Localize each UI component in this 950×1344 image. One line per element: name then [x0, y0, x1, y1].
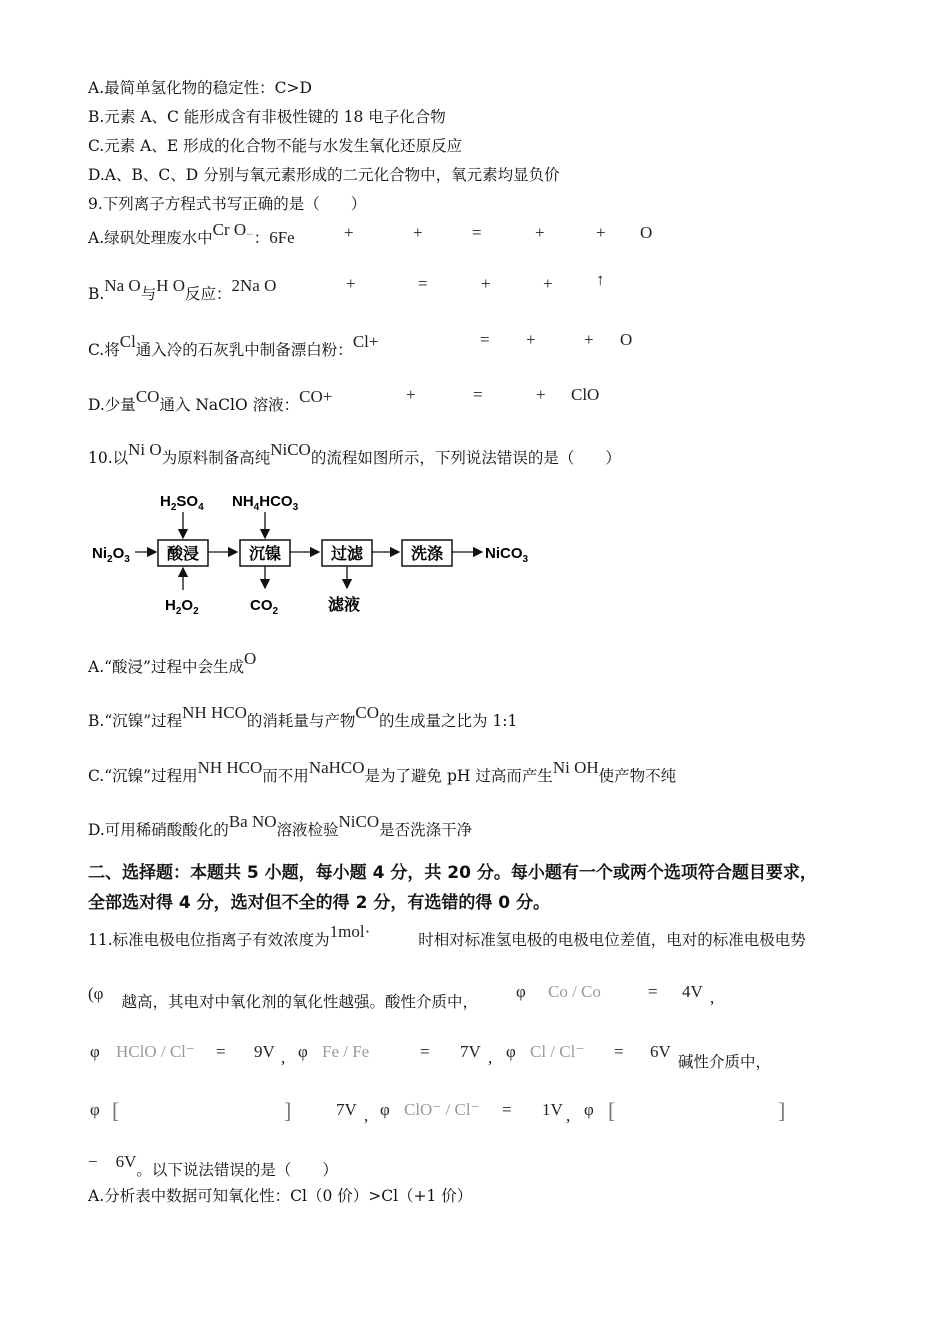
start-ni2o3-label: $Ni_2O_3$ — [92, 545, 130, 565]
formula-fragment: = — [648, 982, 658, 1001]
q11-stem-line5 — [88, 1152, 488, 1180]
q11-stem-line1 — [88, 922, 806, 950]
input-h2so4-label: $H_2SO_4$ — [160, 493, 204, 513]
q10-c-text: C.“沉镍”过程用 — [88, 767, 198, 785]
q8-option-a: A.最简单氢化物的稳定性：C>D — [88, 79, 312, 97]
q9-c-mid: 通入冷的石灰乳中制备漂白粉： — [135, 341, 353, 359]
input-nh4hco3-label: $NH_4HCO_3$ — [232, 493, 299, 513]
formula-fragment: ClO — [571, 385, 600, 404]
formula-fragment: Cl — [119, 332, 136, 351]
output-co2-label: $CO_2$ — [250, 597, 279, 617]
formula-fragment: CO — [355, 703, 380, 722]
q10-option-c — [88, 758, 677, 786]
formula-fragment: φ — [380, 1100, 390, 1119]
q10-option-d — [88, 812, 473, 840]
formula-fragment: + — [406, 385, 416, 404]
formula-fragment: Ni O — [128, 440, 162, 459]
formula-fragment: − — [88, 1152, 98, 1171]
formula-fragment: , — [488, 1048, 493, 1067]
q10-stem-prefix: 10.以 — [88, 449, 129, 467]
formula-fragment: Ba NO — [228, 812, 277, 831]
q9-b-prefix: B. — [88, 285, 105, 303]
formula-fragment: ↑ — [596, 270, 605, 289]
formula-fragment: = — [614, 1042, 624, 1061]
q9-option-a — [88, 220, 688, 248]
q11-line2-text: 越高，其电对中氧化剂的氧化性越强。酸性介质中， — [121, 993, 478, 1011]
step-label-nickel-precip: 沉镍 — [248, 544, 282, 563]
q11-line3-text: 碱性介质中， — [678, 1053, 772, 1071]
formula-fragment: ] — [284, 1098, 292, 1123]
formula-fragment: + — [543, 274, 553, 293]
formula-fragment: ClO⁻ / Cl⁻ — [404, 1100, 480, 1119]
formula-fragment: O — [640, 223, 653, 242]
formula-fragment: φ — [90, 1042, 100, 1061]
formula-fragment: NH HCO — [182, 703, 247, 722]
q8-option-c: C.元素 A、E 形成的化合物不能与水发生氧化还原反应 — [88, 137, 463, 155]
formula-fragment: = — [502, 1100, 512, 1119]
formula-fragment: φ — [506, 1042, 516, 1061]
formula-fragment: 6Fe — [269, 228, 295, 247]
formula-fragment: 4V — [682, 982, 703, 1001]
formula-fragment: , — [364, 1106, 369, 1125]
formula-fragment: 2Na O — [231, 276, 277, 295]
formula-fragment: 7V — [460, 1042, 481, 1061]
formula-fragment: + — [368, 332, 379, 351]
q10-stem — [88, 440, 621, 468]
process-flow-diagram — [90, 488, 550, 618]
formula-fragment: H O — [156, 276, 186, 295]
formula-fragment: , — [710, 988, 715, 1007]
q10-c-mid2: 是为了避免 pH 过高而产生 — [364, 767, 553, 785]
q10-b-mid: 的消耗量与产物 — [246, 712, 356, 730]
q8-option-d: D.A、B、C、D 分别与氧元素形成的二元化合物中，氧元素均显负价 — [88, 166, 560, 184]
formula-fragment: + — [596, 223, 606, 242]
q10-d-text: D.可用稀硝酸酸化的 — [88, 821, 229, 839]
formula-fragment: Cl — [352, 332, 369, 351]
input-h2o2-label: $H_2O_2$ — [165, 597, 199, 617]
formula-fragment: Co / Co — [548, 982, 601, 1001]
q10-stem-mid: 为原料制备高纯 — [161, 449, 271, 467]
formula-fragment: = — [216, 1042, 226, 1061]
q10-b-text: B.“沉镍”过程 — [88, 712, 183, 730]
q10-c-mid1: 而不用 — [262, 767, 309, 785]
formula-fragment: NaHCO — [308, 758, 365, 777]
q11-stem-suffix: 时相对标准氢电极的电极电位差值，电对的标准电极电势 — [418, 931, 806, 949]
q9-d-prefix: D.少量 — [88, 396, 136, 414]
output-filtrate-label: 滤液 — [328, 595, 361, 614]
formula-fragment: φ — [298, 1042, 308, 1061]
formula-fragment: = — [480, 330, 490, 349]
formula-fragment: O — [243, 649, 257, 668]
formula-fragment: NH HCO — [197, 758, 263, 777]
q9-option-d — [88, 385, 688, 415]
formula-fragment: + — [344, 223, 354, 242]
formula-fragment: 1V — [542, 1100, 563, 1119]
formula-fragment: 9V — [254, 1042, 275, 1061]
q9-a-prefix: A.绿矾处理废水中 — [88, 229, 213, 247]
formula-fragment: ] — [778, 1098, 786, 1123]
formula-fragment: = — [473, 385, 483, 404]
formula-fragment: O — [620, 330, 633, 349]
formula-fragment: Fe / Fe — [322, 1042, 370, 1061]
step-label-acid-leach: 酸浸 — [166, 544, 200, 563]
q9-d-mid: 通入 NaClO 溶液： — [159, 396, 300, 414]
formula-fragment: + — [584, 330, 594, 349]
formula-fragment: φ — [584, 1100, 594, 1119]
q9-option-b — [88, 270, 688, 304]
formula-fragment: Ni OH — [552, 758, 599, 777]
q11-option-a: A.分析表中数据可知氧化性：Cl（0 价）>Cl（+1 价） — [88, 1187, 473, 1205]
formula-fragment: − — [246, 229, 254, 240]
section-heading-line1: 二、选择题：本题共 5 小题，每小题 4 分，共 20 分。每小题有一个或两个选项符合题目要求， — [88, 863, 817, 883]
q9-b-with: 与 — [140, 285, 157, 303]
formula-fragment: = — [418, 274, 428, 293]
q10-b-suffix: 的生成量之比为 1:1 — [379, 712, 518, 730]
formula-fragment: φ — [516, 982, 526, 1001]
section-heading-line2: 全部选对得 4 分，选对但不全的得 2 分，有选错的得 0 分。 — [88, 893, 550, 913]
formula-fragment: (φ — [88, 984, 104, 1003]
q10-stem-suffix: 的流程如图所示，下列说法错误的是（ ） — [310, 449, 621, 467]
formula-fragment: Cl / Cl⁻ — [530, 1042, 585, 1061]
formula-fragment: + — [346, 274, 356, 293]
step-label-wash: 洗涤 — [410, 544, 444, 563]
q9-b-react: 反应： — [185, 285, 232, 303]
formula-fragment: , — [566, 1106, 571, 1125]
formula-fragment: + — [413, 223, 423, 242]
formula-fragment: Cr O — [212, 220, 247, 239]
q10-a-text: A.“酸浸”过程中会生成 — [88, 658, 244, 676]
q8-option-b: B.元素 A、C 能形成含有非极性键的 18 电子化合物 — [88, 108, 446, 126]
formula-fragment: CO — [135, 387, 160, 406]
formula-fragment: = — [420, 1042, 430, 1061]
formula-fragment: [ — [112, 1098, 120, 1123]
q11-line5-text: 。以下说法错误的是（ ） — [136, 1161, 338, 1179]
formula-fragment: 6V — [650, 1042, 671, 1061]
q10-c-suffix: 使产物不纯 — [598, 767, 677, 785]
formula-fragment: [ — [608, 1098, 616, 1123]
q10-d-mid: 溶液检验 — [276, 821, 339, 839]
formula-fragment: 6V — [115, 1152, 137, 1171]
q9-c-prefix: C.将 — [88, 341, 120, 359]
formula-fragment: NiCO — [270, 440, 311, 459]
formula-fragment: φ — [90, 1100, 100, 1119]
q9-option-c — [88, 330, 688, 360]
q10-option-a — [88, 649, 257, 677]
formula-fragment: = — [472, 223, 482, 242]
formula-fragment: NiCO — [338, 812, 380, 831]
q11-stem-prefix: 11.标准电极电位指离子有效浓度为 — [88, 931, 330, 949]
formula-fragment: CO — [299, 387, 323, 406]
formula-fragment: , — [281, 1048, 286, 1067]
formula-fragment: + — [535, 223, 545, 242]
formula-fragment: 7V — [336, 1100, 357, 1119]
formula-fragment: Na O — [104, 276, 141, 295]
q9-stem: 9.下列离子方程式书写正确的是（ ） — [88, 195, 367, 213]
formula-fragment: + — [536, 385, 546, 404]
formula-fragment: + — [481, 274, 491, 293]
formula-fragment: + — [526, 330, 536, 349]
formula-fragment: HClO / Cl⁻ — [116, 1042, 195, 1061]
end-nico3-label: NiCO$_3$ — [485, 545, 529, 565]
q10-d-suffix: 是否洗涤干净 — [379, 821, 473, 839]
step-label-filter: 过滤 — [330, 544, 364, 563]
q11-stem-line2 — [88, 982, 728, 1012]
formula-fragment: + — [322, 387, 333, 406]
q10-option-b — [88, 703, 518, 731]
formula-fragment: 1mol· — [329, 922, 371, 941]
q9-a-colon: ： — [253, 229, 270, 247]
